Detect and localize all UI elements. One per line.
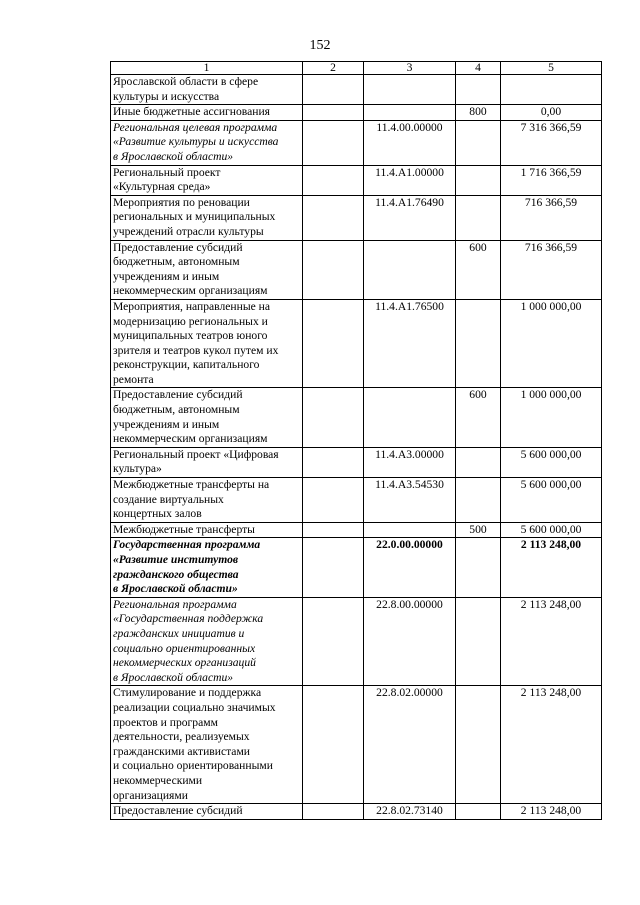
- row-code-cell: 22.8.02.00000: [364, 686, 456, 804]
- row-amount-cell: 5 600 000,00: [501, 478, 602, 523]
- row-type-cell: [456, 165, 501, 195]
- header-col-4: 4: [456, 62, 501, 75]
- row-type-cell: [456, 686, 501, 804]
- row-col2-cell: [303, 75, 364, 105]
- row-amount-cell: 2 113 248,00: [501, 686, 602, 804]
- row-col2-cell: [303, 478, 364, 523]
- row-name-cell: Мероприятия по реновации региональных и муниципальных учреждений отрасли культуры: [111, 195, 303, 240]
- row-name-cell: Межбюджетные трансферты на создание виртуальных концертных залов: [111, 478, 303, 523]
- table-row: [111, 478, 602, 523]
- row-name-cell: Стимулирование и поддержка реализации социально значимых проектов и программ деятельности, реализуемых гражданскими активистами и социально ориентированными некоммерческими организациями: [111, 686, 303, 804]
- row-type-cell: 600: [456, 388, 501, 447]
- row-col2-cell: [303, 538, 364, 597]
- row-name-cell: Региональный проект «Культурная среда»: [111, 165, 303, 195]
- row-type-cell: 500: [456, 522, 501, 538]
- table-row: [111, 120, 602, 165]
- row-type-cell: [456, 538, 501, 597]
- table-row: [111, 522, 602, 538]
- row-code-cell: 11.4.А3.54530: [364, 478, 456, 523]
- row-amount-cell: 716 366,59: [501, 195, 602, 240]
- table-row: [111, 165, 602, 195]
- row-name-cell: Предоставление субсидий: [111, 804, 303, 820]
- row-amount-cell: 2 113 248,00: [501, 597, 602, 686]
- table-row: [111, 804, 602, 820]
- table-row: [111, 388, 602, 447]
- table-header-row: [111, 62, 602, 75]
- row-type-cell: 600: [456, 240, 501, 299]
- table-row: [111, 75, 602, 105]
- row-code-cell: 11.4.А3.00000: [364, 447, 456, 477]
- row-col2-cell: [303, 522, 364, 538]
- row-amount-cell: 1 000 000,00: [501, 388, 602, 447]
- row-name-cell: Региональная программа «Государственная поддержка гражданских инициатив и социально ориентированных некоммерческих организаций в Ярославской области»: [111, 597, 303, 686]
- header-col-5: 5: [501, 62, 602, 75]
- row-type-cell: [456, 120, 501, 165]
- header-col-1: 1: [111, 62, 303, 75]
- row-code-cell: [364, 388, 456, 447]
- row-code-cell: 11.4.А1.76490: [364, 195, 456, 240]
- table-row: [111, 240, 602, 299]
- row-amount-cell: 1 716 366,59: [501, 165, 602, 195]
- table-row: [111, 447, 602, 477]
- row-name-cell: Предоставление субсидий бюджетным, автономным учреждениям и иным некоммерческим организациям: [111, 388, 303, 447]
- row-type-cell: [456, 447, 501, 477]
- row-amount-cell: 5 600 000,00: [501, 522, 602, 538]
- row-name-cell: Ярославской области в сфере культуры и искусства: [111, 75, 303, 105]
- row-col2-cell: [303, 165, 364, 195]
- row-type-cell: 800: [456, 105, 501, 121]
- row-col2-cell: [303, 388, 364, 447]
- budget-table: [110, 61, 602, 820]
- table-row: [111, 686, 602, 804]
- row-code-cell: 11.4.А1.76500: [364, 299, 456, 388]
- row-col2-cell: [303, 686, 364, 804]
- row-amount-cell: 1 000 000,00: [501, 299, 602, 388]
- row-amount-cell: [501, 75, 602, 105]
- row-type-cell: [456, 299, 501, 388]
- row-code-cell: [364, 75, 456, 105]
- row-amount-cell: 0,00: [501, 105, 602, 121]
- row-code-cell: 11.4.А1.00000: [364, 165, 456, 195]
- row-col2-cell: [303, 105, 364, 121]
- row-amount-cell: 2 113 248,00: [501, 538, 602, 597]
- row-name-cell: Предоставление субсидий бюджетным, автономным учреждениям и иным некоммерческим организациям: [111, 240, 303, 299]
- row-type-cell: [456, 597, 501, 686]
- table-row: [111, 299, 602, 388]
- row-amount-cell: 2 113 248,00: [501, 804, 602, 820]
- row-code-cell: [364, 522, 456, 538]
- row-col2-cell: [303, 447, 364, 477]
- row-name-cell: Государственная программа «Развитие институтов гражданского общества в Ярославской области»: [111, 538, 303, 597]
- row-col2-cell: [303, 195, 364, 240]
- row-amount-cell: 5 600 000,00: [501, 447, 602, 477]
- row-amount-cell: 716 366,59: [501, 240, 602, 299]
- row-amount-cell: 7 316 366,59: [501, 120, 602, 165]
- row-name-cell: Иные бюджетные ассигнования: [111, 105, 303, 121]
- table-row: [111, 597, 602, 686]
- row-code-cell: 22.0.00.00000: [364, 538, 456, 597]
- row-type-cell: [456, 478, 501, 523]
- row-col2-cell: [303, 240, 364, 299]
- table-row: [111, 538, 602, 597]
- table-row: [111, 105, 602, 121]
- row-col2-cell: [303, 299, 364, 388]
- row-code-cell: 22.8.00.00000: [364, 597, 456, 686]
- row-name-cell: Межбюджетные трансферты: [111, 522, 303, 538]
- row-name-cell: Региональная целевая программа «Развитие культуры и искусства в Ярославской области»: [111, 120, 303, 165]
- row-name-cell: Региональный проект «Цифровая культура»: [111, 447, 303, 477]
- row-code-cell: 22.8.02.73140: [364, 804, 456, 820]
- row-code-cell: [364, 240, 456, 299]
- page-number: 152: [309, 38, 331, 53]
- table-row: [111, 195, 602, 240]
- row-col2-cell: [303, 120, 364, 165]
- row-type-cell: [456, 804, 501, 820]
- row-col2-cell: [303, 804, 364, 820]
- header-col-2: 2: [303, 62, 364, 75]
- row-col2-cell: [303, 597, 364, 686]
- row-type-cell: [456, 195, 501, 240]
- row-type-cell: [456, 75, 501, 105]
- row-name-cell: Мероприятия, направленные на модернизацию региональных и муниципальных театров юного зрителя и театров кукол путем их реконструкции, капитального ремонта: [111, 299, 303, 388]
- header-col-3: 3: [364, 62, 456, 75]
- row-code-cell: [364, 105, 456, 121]
- row-code-cell: 11.4.00.00000: [364, 120, 456, 165]
